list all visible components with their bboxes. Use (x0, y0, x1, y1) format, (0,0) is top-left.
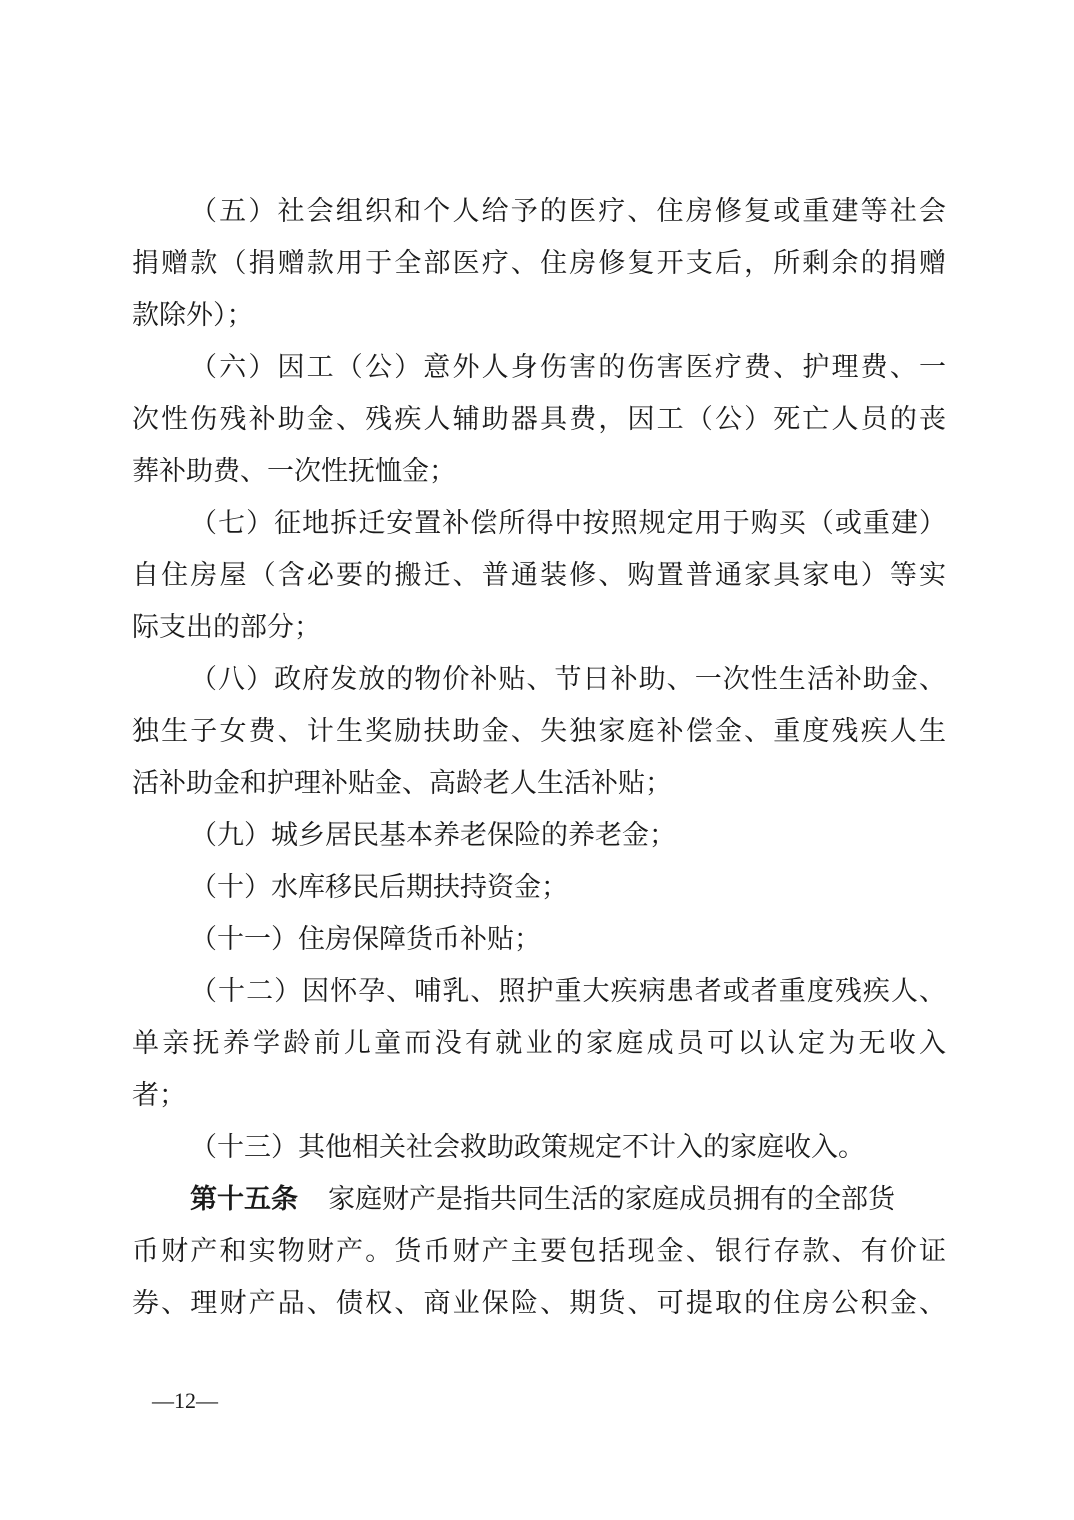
paragraph-item-11: （十一）住房保障货币补贴； (190, 924, 541, 955)
paragraph-item-8-line-3: 活补助金和护理补贴金、高龄老人生活补贴； (132, 768, 672, 799)
paragraph-item-8-line-2: 独生子女费、计生奖励扶助金、失独家庭补偿金、重度残疾人生 (132, 716, 946, 747)
paragraph-item-12-line-1: （十二）因怀孕、哺乳、照护重大疾病患者或者重度残疾人、 (190, 976, 946, 1007)
article-heading: 第十五条 (190, 1184, 298, 1215)
paragraph-item-6-line-3: 葬补助费、一次性抚恤金； (132, 456, 456, 487)
paragraph-item-9: （九）城乡居民基本养老保险的养老金； (190, 820, 676, 851)
paragraph-item-5-line-2: 捐赠款（捐赠款用于全部医疗、住房修复开支后，所剩余的捐赠 (132, 248, 946, 279)
paragraph-item-8-line-1: （八）政府发放的物价补贴、节日补助、一次性生活补助金、 (190, 664, 946, 695)
article-15-line-2: 币财产和实物财产。货币财产主要包括现金、银行存款、有价证 (132, 1236, 946, 1267)
paragraph-item-12-line-2: 单亲抚养学龄前儿童而没有就业的家庭成员可以认定为无收入 (132, 1028, 946, 1059)
paragraph-item-13: （十三）其他相关社会救助政策规定不计入的家庭收入。 (190, 1132, 865, 1163)
paragraph-item-6-line-1: （六）因工（公）意外人身伤害的伤害医疗费、护理费、一 (190, 352, 946, 383)
paragraph-item-6-line-2: 次性伤残补助金、残疾人辅助器具费，因工（公）死亡人员的丧 (132, 404, 946, 435)
paragraph-item-5-line-3: 款除外）； (132, 300, 254, 331)
article-15-line-1 (132, 1180, 946, 1220)
paragraph-item-7-line-1: （七）征地拆迁安置补偿所得中按照规定用于购买（或重建） (190, 508, 946, 539)
article-15-text-1: 家庭财产是指共同生活的家庭成员拥有的全部货 (328, 1184, 895, 1215)
paragraph-item-7-line-2: 自住房屋（含必要的搬迁、普通装修、购置普通家具家电）等实 (132, 560, 946, 591)
paragraph-item-10: （十）水库移民后期扶持资金； (190, 872, 568, 903)
paragraph-item-7-line-3: 际支出的部分； (132, 612, 321, 643)
page-number: —12— (152, 1388, 218, 1413)
paragraph-item-5-line-1: （五）社会组织和个人给予的医疗、住房修复或重建等社会 (190, 196, 946, 227)
paragraph-item-12-line-3: 者； (132, 1080, 186, 1111)
article-15-line-3: 券、理财产品、债权、商业保险、期货、可提取的住房公积金、 (132, 1288, 946, 1319)
